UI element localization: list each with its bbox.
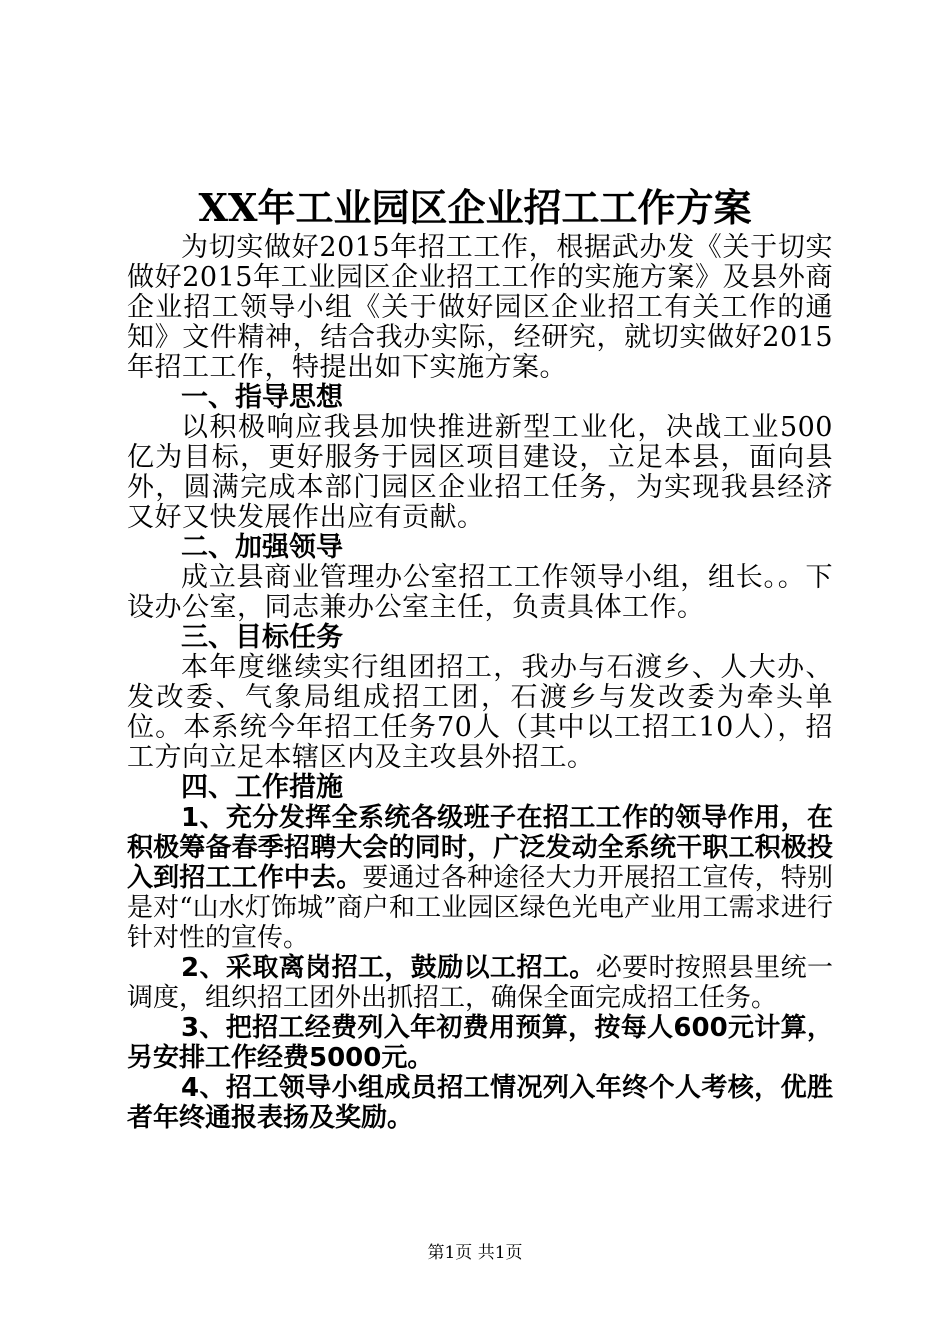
document-body — [127, 233, 833, 1133]
section-heading-targets: 三、目标任务 — [181, 622, 343, 653]
measure-item-1 — [127, 803, 833, 953]
section-text-targets: 本年度继续实行组团招工，我办与石渡乡、人大办、发改委、气象局组成招工团，石渡乡与发改委为牵头单位。本系统今年招工任务70人（其中以工招工10人），招工方向立足本辖区内及主攻县外招工。 — [127, 652, 833, 773]
measure-item-2-lead: 2、采取离岗招工，鼓励以工招工。 — [181, 953, 596, 983]
measure-item-3-lead: 3、把招工经费列入年初费用预算，按每人600元计算，另安排工作经费5000元。 — [127, 1013, 833, 1073]
measure-item-2 — [127, 953, 833, 1013]
section-text-leadership: 成立县商业管理办公室招工工作领导小组，组长。。下设办公室，同志兼办公室主任，负责具体工作。 — [127, 562, 833, 623]
document-title: XX年工业园区企业招工工作方案 — [198, 185, 752, 230]
page-footer: 第1页 共1页 — [427, 1243, 523, 1263]
measure-item-4-lead: 4、招工领导小组成员招工情况列入年终个人考核，优胜者年终通报表扬及奖励。 — [127, 1073, 833, 1133]
measure-item-1-lead: 1、充分发挥全系统各级班子在招工工作的领导作用，在积极筹备春季招聘大会的同时，广泛发动全系统干职工积极投入到招工工作中去。 — [127, 803, 833, 893]
section-heading-guiding-thought: 一、指导思想 — [181, 382, 343, 413]
section-heading-leadership: 二、加强领导 — [181, 532, 343, 563]
measure-item-1-rest: 要通过各种途径大力开展招工宣传，特别是对“山水灯饰城”商户和工业园区绿色光电产业用工需求进行针对性的宣传。 — [127, 863, 833, 953]
measure-item-2-rest: 必要时按照县里统一调度，组织招工团外出抓招工，确保全面完成招工任务。 — [127, 953, 833, 1013]
measure-item-4 — [127, 1073, 833, 1133]
section-text-guiding-thought: 以积极响应我县加快推进新型工业化，决战工业500亿为目标，更好服务于园区项目建设，立足本县，面向县外，圆满完成本部门园区企业招工任务，为实现我县经济又好又快发展作出应有贡献。 — [127, 412, 833, 533]
measure-item-3 — [127, 1013, 833, 1073]
intro-paragraph: 为切实做好2015年招工工作，根据武办发《关于切实做好2015年工业园区企业招工工作的实施方案》及县外商企业招工领导小组《关于做好园区企业招工有关工作的通知》文件精神，结合我办实际，经研究，就切实做好2015年招工工作，特提出如下实施方案。 — [127, 232, 833, 383]
section-heading-measures: 四、工作措施 — [181, 772, 343, 803]
